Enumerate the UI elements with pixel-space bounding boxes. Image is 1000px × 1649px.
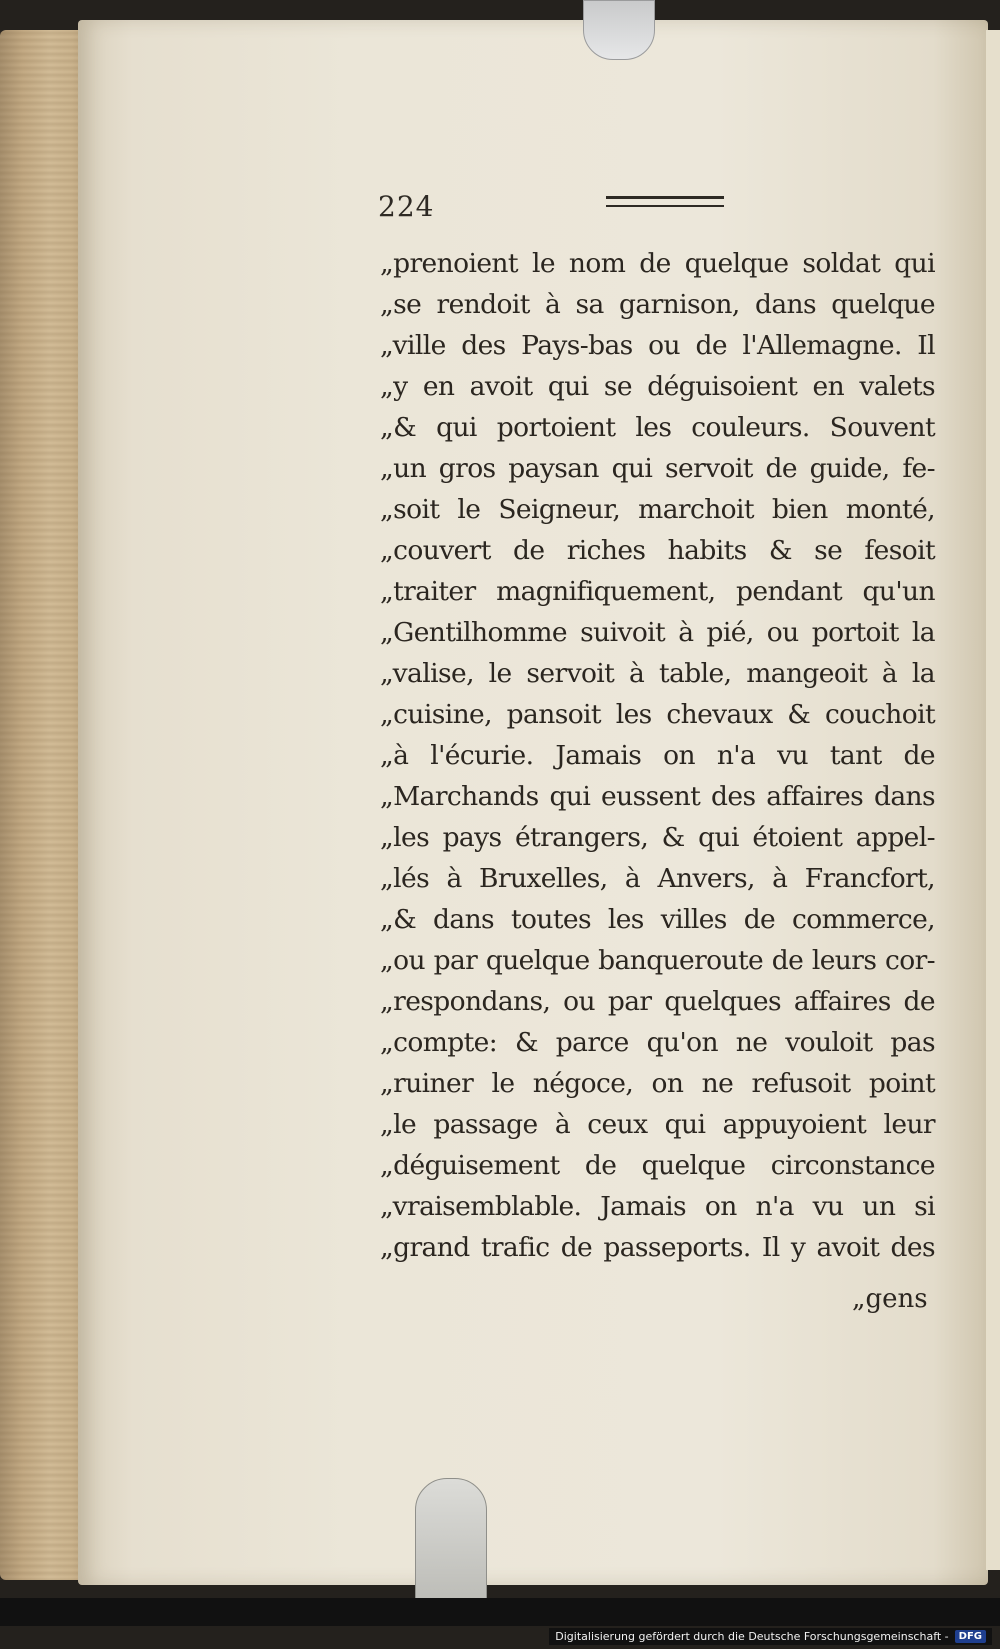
book-fore-edge — [0, 30, 90, 1580]
page-text — [380, 243, 935, 1268]
text-line: „à l'écurie. Jamais on n'a vu tant de — [380, 740, 935, 771]
text-line: „ville des Pays-bas ou de l'Allemagne. Il — [380, 330, 935, 361]
text-line: „un gros paysan qui servoit de guide, fe- — [380, 453, 935, 484]
page-number: 224 — [378, 190, 435, 223]
text-line: „vraisemblable. Jamais on n'a vu un si — [380, 1191, 935, 1222]
text-line: „& dans toutes les villes de commerce, — [380, 904, 935, 935]
text-line: „traiter magnifiquement, pendant qu'un — [380, 576, 935, 607]
text-line: „lés à Bruxelles, à Anvers, à Francfort, — [380, 863, 935, 894]
page-clip-top — [583, 0, 655, 60]
dfg-logo-icon: DFG — [955, 1630, 986, 1643]
text-line: „Marchands qui eussent des affaires dans — [380, 781, 935, 812]
text-line: „respondans, ou par quelques affaires de — [380, 986, 935, 1017]
text-line: „couvert de riches habits & se fesoit — [380, 535, 935, 566]
text-line: „prenoient le nom de quelque soldat qui — [380, 248, 935, 279]
text-line: „Gentilhomme suivoit à pié, ou portoit la — [380, 617, 935, 648]
text-line: „ou par quelque banqueroute de leurs cor- — [380, 945, 935, 976]
text-line: „valise, le servoit à table, mangeoit à la — [380, 658, 935, 689]
facing-page-edge — [986, 30, 1000, 1570]
text-line: „& qui portoient les couleurs. Souvent — [380, 412, 935, 443]
page-header — [378, 190, 918, 230]
text-line: „se rendoit à sa garnison, dans quelque — [380, 289, 935, 320]
text-line: „soit le Seigneur, marchoit bien monté, — [380, 494, 935, 525]
scanner-bar — [0, 1598, 1000, 1626]
credit-text: Digitalisierung gefördert durch die Deutsche Forschungsgemeinschaft - — [555, 1630, 949, 1643]
text-line: „ruiner le négoce, on ne refusoit point — [380, 1068, 935, 1099]
header-ornament-rule — [606, 196, 724, 207]
text-line: „les pays étrangers, & qui étoient appel- — [380, 822, 935, 853]
text-line: „le passage à ceux qui appuyoient leur — [380, 1109, 935, 1140]
text-line: „grand trafic de passeports. Il y avoit des — [380, 1232, 935, 1263]
page-clip-bottom — [415, 1478, 487, 1600]
catchword: „gens — [852, 1284, 928, 1314]
text-line: „déguisement de quelque circonstance — [380, 1150, 935, 1181]
text-line: „cuisine, pansoit les chevaux & couchoit — [380, 699, 935, 730]
text-line: „y en avoit qui se déguisoient en valets — [380, 371, 935, 402]
text-line: „compte: & parce qu'on ne vouloit pas — [380, 1027, 935, 1058]
digitization-credit — [549, 1628, 992, 1645]
